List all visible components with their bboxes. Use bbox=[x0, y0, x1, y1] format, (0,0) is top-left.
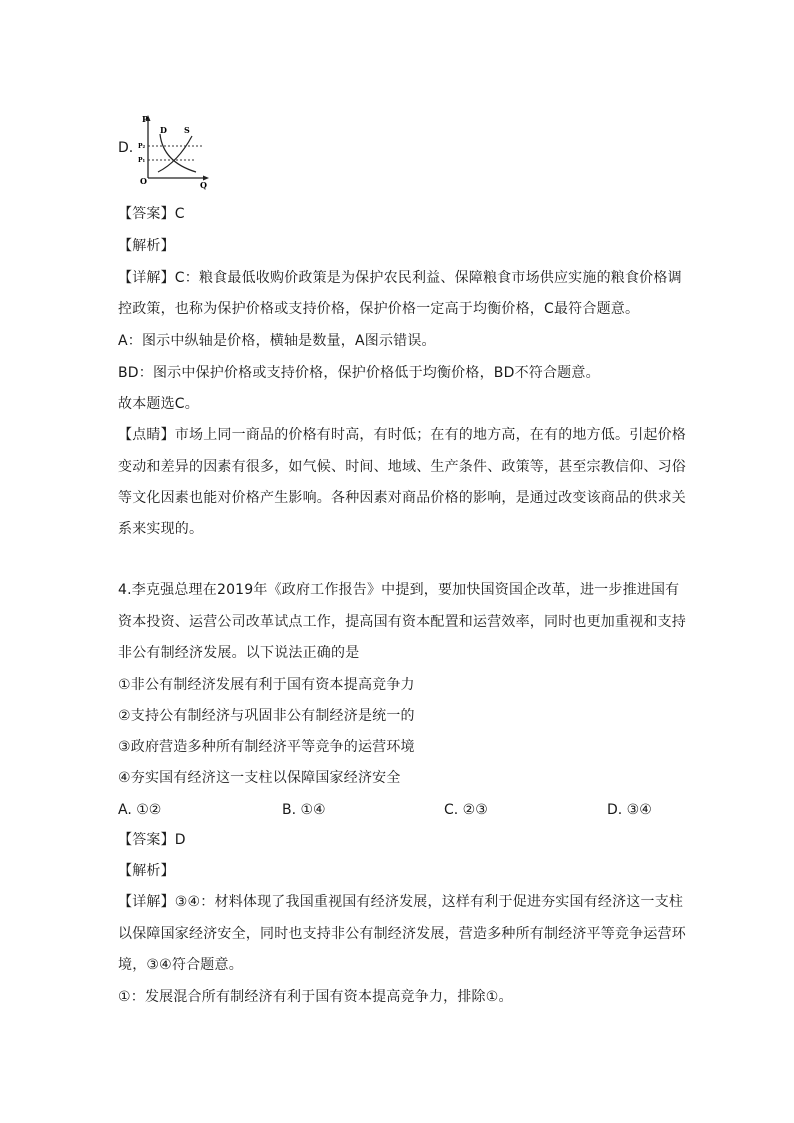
d-curve-label: D bbox=[160, 125, 167, 135]
q3-point-line: 等文化因素也能对价格产生影响。各种因素对商品价格的影响，是通过改变该商品的供求关 bbox=[118, 490, 686, 506]
q3-point-line: 【点睛】市场上同一商品的价格有时高，有时低；在有的地方高，在有的地方低。引起价格 bbox=[118, 427, 686, 443]
q3-analysis-heading: 【解析】 bbox=[118, 238, 175, 254]
q-axis-label: Q bbox=[200, 180, 207, 190]
q4-stem-line: 资本投资、运营公司改革试点工作，提高国有资本配置和运营效率，同时也更加重视和支持 bbox=[118, 614, 686, 630]
q4-statement: ②支持公有制经济与巩固非公有制经济是统一的 bbox=[118, 708, 415, 724]
q4-statement: ④夯实国有经济这一支柱以保障国家经济安全 bbox=[118, 770, 401, 786]
q3-answer: 【答案】C bbox=[118, 206, 185, 222]
q3-detail-line: 【详解】C：粮食最低收购价政策是为保护农民利益、保障粮食市场供应实施的粮食价格调 bbox=[118, 270, 682, 286]
p2-label: P₂ bbox=[138, 143, 146, 150]
q4-statement: ③政府营造多种所有制经济平等竞争的运营环境 bbox=[118, 739, 415, 755]
q3-point-line: 变动和差异的因素有很多，如气候、时间、地域、生产条件、政策等，甚至宗教信仰、习俗 bbox=[118, 459, 686, 475]
q4-detail-line: 以保障国家经济安全，同时也支持非公有制经济发展，营造多种所有制经济平等竞争运营环 bbox=[118, 926, 686, 942]
q3-detail-line: A：图示中纵轴是价格，横轴是数量，A图示错误。 bbox=[118, 333, 436, 349]
q4-option-b: B. ①④ bbox=[282, 802, 326, 818]
q4-option-a: A. ①② bbox=[118, 802, 162, 818]
supply-demand-graph bbox=[136, 114, 216, 192]
p-axis-label: P bbox=[142, 114, 149, 124]
p1-label: P₁ bbox=[138, 157, 146, 164]
q3-point-line: 系来实现的。 bbox=[118, 521, 204, 537]
q4-analysis-heading: 【解析】 bbox=[118, 863, 175, 879]
origin-label: O bbox=[140, 176, 147, 186]
option-d-label: D. bbox=[118, 140, 134, 156]
q3-detail-line: 控政策，也称为保护价格或支持价格，保护价格一定高于均衡价格，C最符合题意。 bbox=[118, 301, 640, 317]
q4-option-d: D. ③④ bbox=[607, 802, 652, 818]
s-curve-label: S bbox=[184, 125, 190, 135]
q3-detail-line: BD：图示中保护价格或支持价格，保护价格低于均衡价格，BD不符合题意。 bbox=[118, 365, 600, 381]
q4-stem-line: 非公有制经济发展。以下说法正确的是 bbox=[118, 645, 360, 661]
q4-detail-line: 境，③④符合题意。 bbox=[118, 957, 243, 973]
q3-detail-line: 故本题选C。 bbox=[118, 396, 199, 412]
q4-option-c: C. ②③ bbox=[444, 802, 488, 818]
q4-statement: ①非公有制经济发展有利于国有资本提高竞争力 bbox=[118, 677, 415, 693]
q4-detail-line: 【详解】③④：材料体现了我国重视国有经济发展，这样有利于促进夯实国有经济这一支柱 bbox=[118, 894, 684, 910]
q4-answer: 【答案】D bbox=[118, 832, 186, 848]
q4-stem-line: 4.李克强总理在2019年《政府工作报告》中提到，要加快国资国企改革，进一步推进国有 bbox=[118, 582, 680, 598]
q4-detail-line: ①：发展混合所有制经济有利于国有资本提高竞争力，排除①。 bbox=[118, 989, 513, 1005]
supply-curve bbox=[158, 136, 192, 172]
